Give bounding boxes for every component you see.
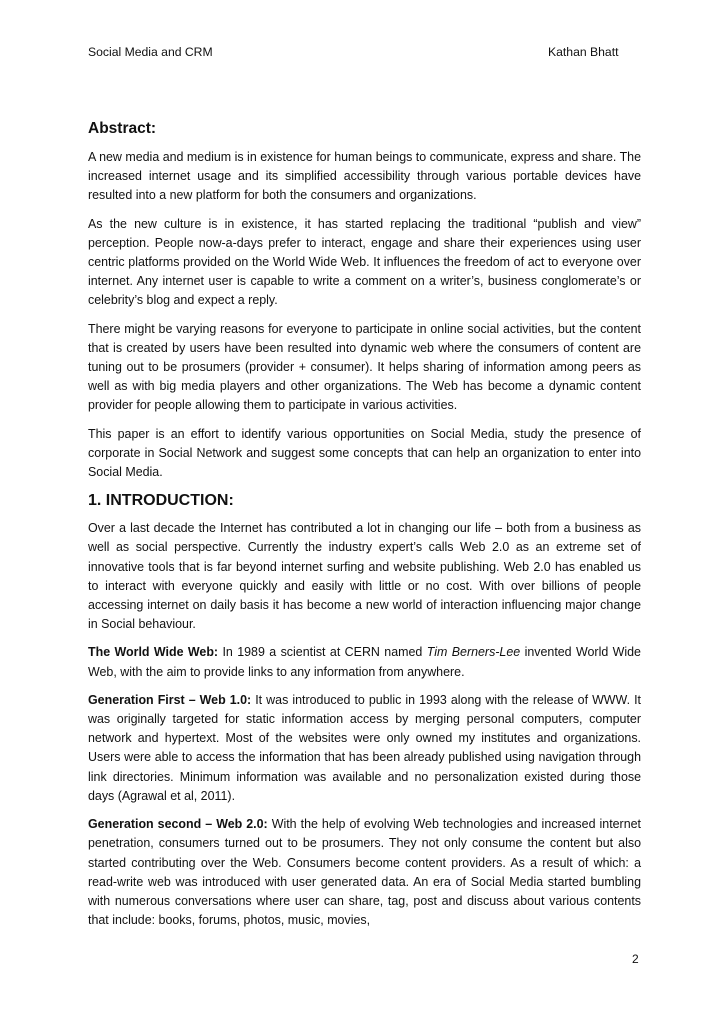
web2-label: Generation second – Web 2.0: [88, 817, 268, 832]
main-content [88, 120, 641, 939]
web1-label: Generation First – Web 1.0: [88, 692, 252, 707]
header-author: Kathan Bhatt [548, 45, 619, 59]
www-text-before: In 1989 a scientist at CERN named [218, 645, 427, 660]
header-title: Social Media and CRM [88, 45, 213, 59]
web2-text: With the help of evolving Web technologies and increased internet penetration, consumers turned out to be prosumers. They not only consume the content but also started contributing over the Web. Consumers become content providers. As a result of which: a read-write web was introduced with user generated data. An era of Social Media started bumbling with numerous conversations where user can share, tag, post and discuss about various contents that include: books, forums, photos, music, movies, [88, 817, 641, 928]
introduction-heading: 1. INTRODUCTION: [88, 492, 234, 510]
introduction-paragraph: Over a last decade the Internet has contributed a lot in changing our life – both from a business as well as social perspective. Currently the industry expert’s calls Web 2.0 as an extreme set of innovative tools that is far beyond internet surfing and website publishing. Web 2.0 has enabled us to interact with everyone quickly and easily with little or no cost. With over billions of people accessing internet on daily basis it has become a new world of interaction influencing major change in Social behaviour. [88, 521, 641, 632]
web1-text: It was introduced to public in 1993 along with the release of WWW. It was originally targeted for static information access by merging personal computers, computer network and hypertext. Most of the websites were only owned my institutes and organizations. Users were able to access the information that has been already published using navigation through link directories. Minimum information was available and no personalization existed during those days (Agrawal et al, 2011). [88, 692, 642, 803]
page-number: 2 [632, 952, 639, 966]
abstract-heading: Abstract: [88, 120, 157, 137]
web2-paragraph [88, 815, 641, 930]
abstract-paragraph-3: There might be varying reasons for everyone to participate in online social activities, but the content that is created by users have been resulted into dynamic web where the consumers of content are tuning out to be prosumers (provider + consumer). It helps sharing of information among peers as well as with big media players and other organizations. The Web has become a dynamic content provider for people allowing them to participate in various activities. [88, 321, 641, 413]
www-label: The World Wide Web: [88, 645, 219, 660]
www-paragraph [88, 643, 641, 681]
abstract-paragraph-1: A new media and medium is in existence for human beings to communicate, express and share. The increased internet usage and its simplified accessibility through various portable devices have resulted into a new platform for both the consumers and organizations. [88, 150, 641, 203]
www-inventor-name: Tim Berners-Lee [426, 645, 521, 660]
www-text-after: invented World Wide Web, with the aim to provide links to any information from anywhere. [88, 645, 641, 679]
abstract-paragraph-2: As the new culture is in existence, it has started replacing the traditional “publish and view” perception. People now-a-days prefer to interact, engage and share their experiences using user centric platforms provided on the World Wide Web. It influences the freedom of act to everyone over internet. Any internet user is capable to write a comment on a writer’s, business conglomerate’s or celebrity’s blog and expect a reply. [88, 216, 641, 308]
abstract-paragraph-4: This paper is an effort to identify various opportunities on Social Media, study the presence of corporate in Social Network and suggest some concepts that can help an organization to enter into Social Media. [88, 426, 641, 480]
web1-paragraph [88, 691, 641, 806]
